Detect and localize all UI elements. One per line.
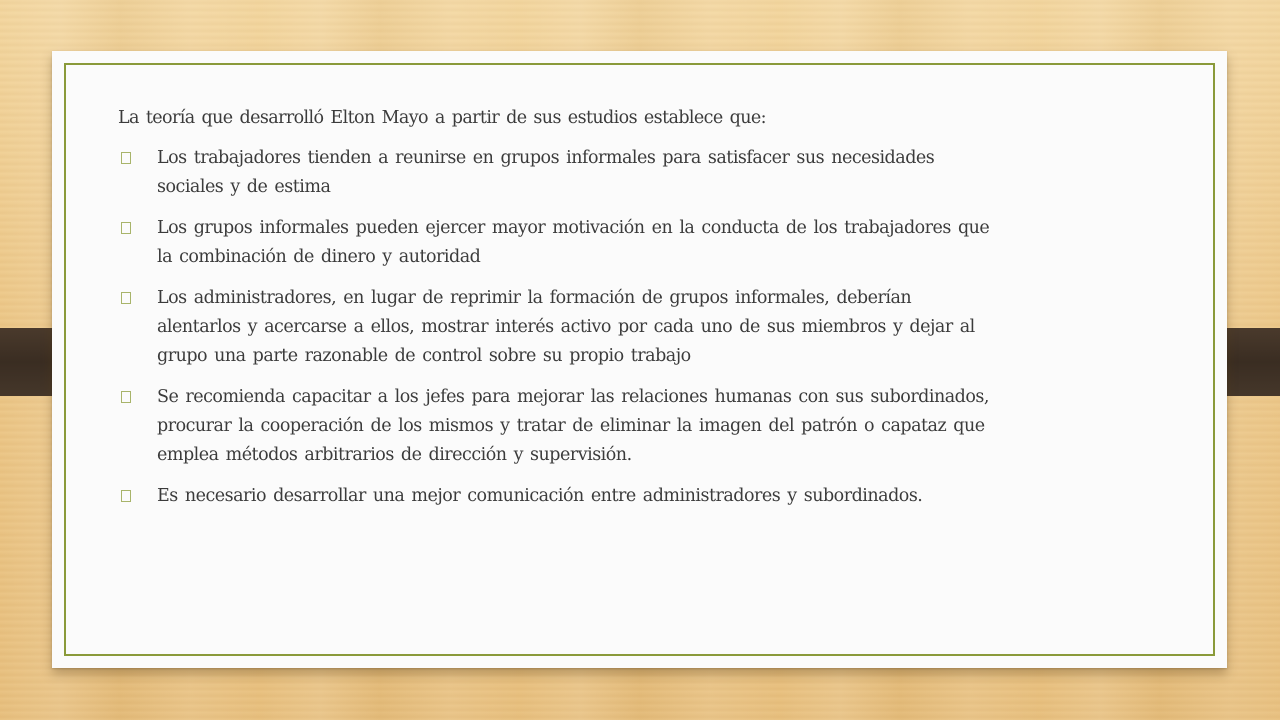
hollow-square-bullet-icon xyxy=(121,490,131,502)
hollow-square-bullet-icon xyxy=(121,222,131,234)
slide-intro-text: La teoría que desarrolló Elton Mayo a partir de sus estudios establece que: xyxy=(118,108,766,128)
bullet-text: Los administradores, en lugar de reprimir la formación de grupos informales, deberían alentarlos y acercarse a ellos, mostrar interés activo por cada uno de sus miembros y dejar al grupo una parte razonable de control sobre su propio trabajo xyxy=(157,288,975,366)
hollow-square-bullet-icon xyxy=(121,152,131,164)
bullet-item xyxy=(118,383,998,470)
bullet-item xyxy=(118,482,998,511)
bullet-text: Es necesario desarrollar una mejor comunicación entre administradores y subordinados. xyxy=(157,486,923,506)
slide-content xyxy=(118,105,998,523)
slide-card xyxy=(52,51,1227,668)
bullet-item xyxy=(118,144,998,202)
bullet-text: Se recomienda capacitar a los jefes para mejorar las relaciones humanas con sus subordinados, procurar la cooperación de los mismos y tratar de eliminar la imagen del patrón o capataz que emplea métodos arbitrarios de dirección y supervisión. xyxy=(157,387,989,465)
bullet-list xyxy=(118,144,998,511)
hollow-square-bullet-icon xyxy=(121,292,131,304)
bullet-text: Los trabajadores tienden a reunirse en grupos informales para satisfacer sus necesidades sociales y de estima xyxy=(157,148,935,197)
bullet-item xyxy=(118,284,998,371)
hollow-square-bullet-icon xyxy=(121,391,131,403)
bullet-item xyxy=(118,214,998,272)
bullet-text: Los grupos informales pueden ejercer mayor motivación en la conducta de los trabajadores que la combinación de dinero y autoridad xyxy=(157,218,990,267)
